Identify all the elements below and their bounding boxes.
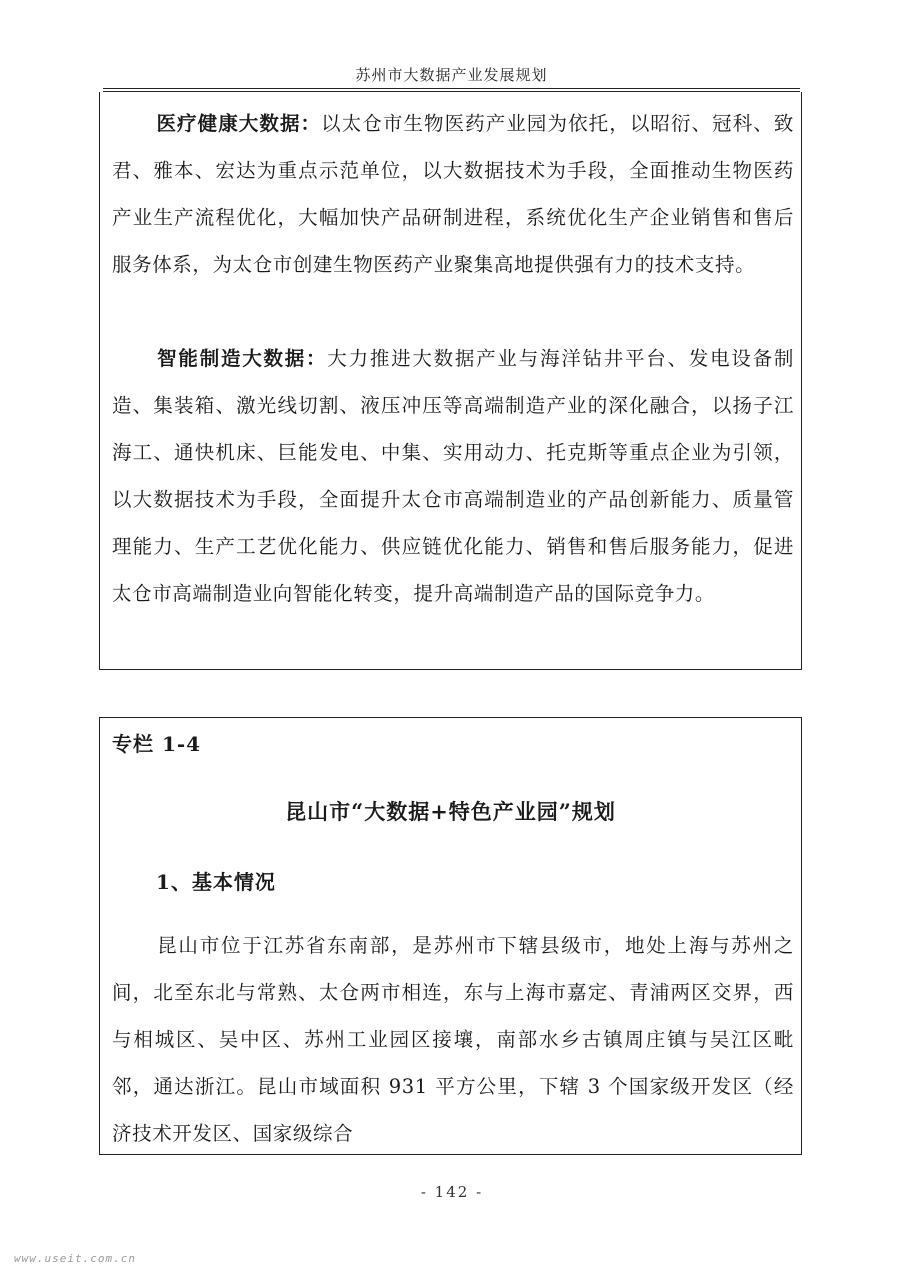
section-heading: 1、基本情况: [156, 870, 276, 894]
running-header: 苏州市大数据产业发展规划: [355, 66, 548, 84]
medical-health-paragraph: [112, 100, 794, 288]
basic-info-text: 昆山市位于江苏省东南部，是苏州市下辖县级市，地处上海与苏州之间，北至东北与常熟、太仓两市相连，东与上海市嘉定、青浦两区交界，西与相城区、吴中区、苏州工业园区接壤，南部水乡古镇周庄镇与吴江区毗邻，通达浙江。昆山市域面积 931 平方公里，下辖 3 个国家级开发区（经济技术开发区、国家级综合: [112, 934, 794, 1145]
watermark: www.useit.com.cn: [14, 1252, 136, 1265]
smart-manufacturing-paragraph: [112, 335, 794, 617]
header-rule: [103, 88, 800, 89]
medical-health-body: 以太仓市生物医药产业园为依托，以昭衍、冠科、致君、雅本、宏达为重点示范单位，以大数据技术为手段，全面推动生物医药产业生产流程优化，大幅加快产品研制进程，系统优化生产企业销售和售后服务体系，为太仓市创建生物医药产业聚集高地提供强有力的技术支持。: [112, 112, 794, 276]
smart-manufacturing-lead: 智能制造大数据：: [156, 347, 328, 370]
continued-column-box: [99, 92, 802, 670]
basic-info-paragraph: [112, 922, 794, 1157]
column-title: 昆山市“大数据+特色产业园”规划: [285, 799, 616, 824]
column-tag: 专栏 1-4: [112, 732, 202, 756]
page-number: - 142 -: [420, 1183, 484, 1201]
smart-manufacturing-body: 大力推进大数据产业与海洋钻井平台、发电设备制造、集装箱、激光线切割、液压冲压等高端制造产业的深化融合，以扬子江海工、通快机床、巨能发电、中集、实用动力、托克斯等重点企业为引领，以大数据技术为手段，全面提升太仓市高端制造业的产品创新能力、质量管理能力、生产工艺优化能力、供应链优化能力、销售和售后服务能力，促进太仓市高端制造业向智能化转变，提升高端制造产品的国际竞争力。: [112, 347, 794, 605]
medical-health-lead: 医疗健康大数据：: [156, 112, 322, 135]
column-box-1-4: [99, 717, 802, 1155]
